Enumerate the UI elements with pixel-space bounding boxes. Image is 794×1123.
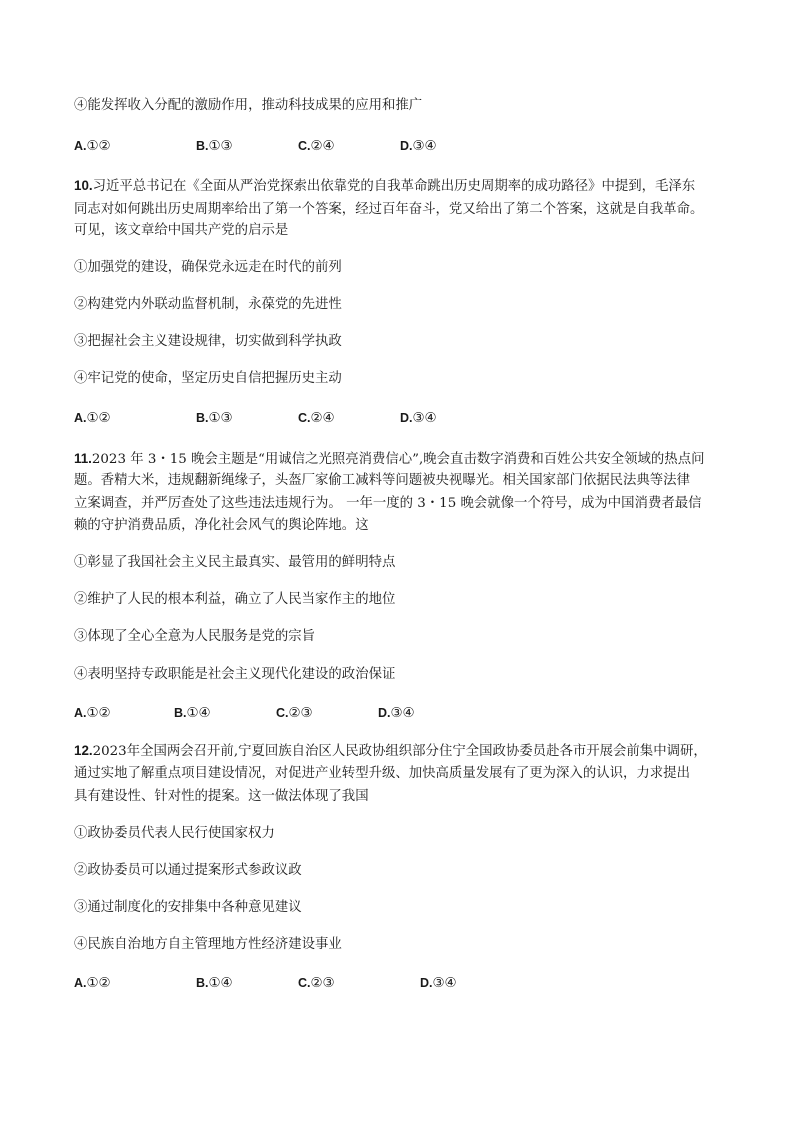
q11-option-b: B.①④ [174, 706, 211, 721]
q11-stem-line-1: 11.2023 年 3・15 晚会主题是“用诚信之光照亮消费信心”,晚会直击数字消费和百姓公共安全领域的热点问 [74, 451, 705, 467]
q10-option-b: B.①③ [196, 411, 233, 426]
q11-option-a: A.①② [74, 706, 111, 721]
q12-option-d: D.③④ [420, 976, 457, 991]
q12-item-4: ④民族自治地方自主管理地方性经济建设事业 [74, 937, 342, 952]
q9-item-4: ④能发挥收入分配的激励作用，推动科技成果的应用和推广 [74, 98, 423, 113]
q9-option-b: B.①③ [196, 139, 233, 154]
q9-options [74, 136, 714, 156]
q12-option-c: C.②③ [298, 976, 335, 991]
q10-option-a: A.①② [74, 411, 111, 426]
q12-item-3: ③通过制度化的安排集中各种意见建议 [74, 900, 302, 915]
q11-item-2: ②维护了人民的根本利益，确立了人民当家作主的地位 [74, 592, 396, 607]
q12-item-2: ②政协委员可以通过提案形式参政议政 [74, 863, 302, 878]
q12-stem-line-3: 具有建设性、针对性的提案。这一做法体现了我国 [74, 789, 369, 804]
q11-item-3: ③体现了全心全意为人民服务是党的宗旨 [74, 629, 316, 644]
q10-stem-line-3: 可见，该文章给中国共产党的启示是 [74, 223, 289, 238]
q12-item-1: ①政协委员代表人民行使国家权力 [74, 826, 275, 841]
q10-item-3: ③把握社会主义建设规律，切实做到科学执政 [74, 334, 342, 349]
q10-item-4: ④牢记党的使命，坚定历史自信把握历史主动 [74, 371, 342, 386]
q12-number: 12. [74, 743, 93, 758]
q11-item-4: ④表明坚持专政职能是社会主义现代化建设的政治保证 [74, 667, 396, 682]
q11-stem-line-4: 赖的守护消费品质，净化社会风气的舆论阵地。这 [74, 518, 369, 533]
q11-option-d: D.③④ [378, 706, 415, 721]
q11-item-1: ①彰显了我国社会主义民主最真实、最管用的鲜明特点 [74, 555, 396, 570]
q11-option-c: C.②③ [276, 706, 313, 721]
q11-stem-line-3: 立案调查，并严厉查处了这些违法违规行为。 一年一度的 3・15 晚会就像一个符号，成为中国消费者最信 [74, 496, 702, 511]
q9-option-d: D.③④ [400, 139, 437, 154]
q10-option-c: C.②④ [298, 411, 335, 426]
q9-option-a: A.①② [74, 139, 111, 154]
q12-option-b: B.①④ [196, 976, 233, 991]
q12-stem-line-1: 12.2023年全国两会召开前,宁夏回族自治区人民政协组织部分住宁全国政协委员赴各市开展会前集中调研， [74, 743, 707, 759]
q12-option-a: A.①② [74, 976, 111, 991]
q10-option-d: D.③④ [400, 411, 437, 426]
q11-stem-line-2: 题。香精大米，违规翻新绳缘子，头盔厂家偷工减料等问题被央视曝光。相关国家部门依据民法典等法律 [74, 473, 690, 488]
q11-number: 11. [74, 451, 92, 466]
q10-item-1: ①加强党的建设，确保党永远走在时代的前列 [74, 260, 342, 275]
q11-options [74, 703, 714, 723]
q10-item-2: ②构建党内外联动监督机制，永葆党的先进性 [74, 297, 342, 312]
q12-options [74, 973, 714, 993]
q10-number: 10. [74, 178, 93, 193]
q10-options [74, 408, 714, 428]
q10-stem-line-2: 同志对如何跳出历史周期率给出了第一个答案，经过百年奋斗，党又给出了第二个答案，这就是自我革命。 [74, 202, 704, 217]
q12-stem-line-2: 通过实地了解重点项目建设情况，对促进产业转型升级、加快高质量发展有了更为深入的认识，力求提出 [74, 766, 690, 781]
q10-stem-line-1: 10.习近平总书记在《全面从严治党探索出依靠党的自我革命跳出历史周期率的成功路径》中提到，毛泽东 [74, 178, 696, 194]
q9-option-c: C.②④ [298, 139, 335, 154]
